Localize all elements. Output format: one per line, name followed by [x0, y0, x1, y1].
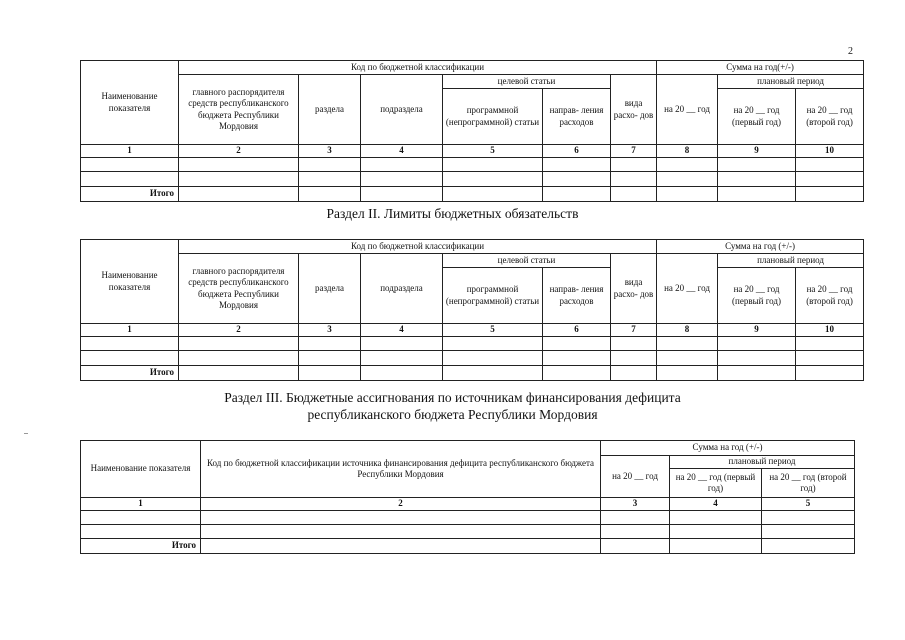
col-number: 9: [718, 145, 796, 158]
col-number: 5: [443, 145, 543, 158]
margin-mark: [24, 433, 28, 434]
col-number: 7: [611, 145, 657, 158]
section3-title-line1: Раздел III. Бюджетные ассигнования по источникам финансирования дефицита: [224, 390, 681, 405]
header-target-item: целевой статьи: [443, 254, 611, 268]
header-direction: направ- ления расходов: [543, 89, 611, 145]
header-main-manager: главного распорядителя средств республиканского бюджета Республики Мордовия: [179, 75, 299, 145]
table-row: [81, 172, 864, 187]
col-number: 3: [601, 498, 670, 511]
header-code-group: Код по бюджетной классификации: [179, 240, 657, 254]
page-number: 2: [848, 46, 853, 57]
col-number: 5: [443, 324, 543, 337]
header-current-year: на 20 __ год: [601, 456, 670, 498]
table-row: [81, 351, 864, 366]
table-row: [81, 511, 855, 525]
col-number: 1: [81, 324, 179, 337]
col-number: 2: [179, 145, 299, 158]
col-number: 1: [81, 145, 179, 158]
col-number: 4: [670, 498, 762, 511]
header-source-code: Код по бюджетной классификации источника финансирования дефицита республиканского бюджета Республики Мордовия: [201, 441, 601, 498]
header-direction: направ- ления расходов: [543, 268, 611, 324]
col-number: 3: [299, 324, 361, 337]
table-row: [81, 525, 855, 539]
header-program: программной (непрограммной) статьи: [443, 89, 543, 145]
col-number: 9: [718, 324, 796, 337]
total-row: [81, 187, 864, 202]
header-section: раздела: [299, 254, 361, 324]
header-sum-year: Сумма на год(+/-): [657, 61, 864, 75]
header-section: раздела: [299, 75, 361, 145]
section1-table: [80, 60, 864, 202]
header-current-year: на 20 __ год: [657, 254, 718, 324]
header-code-group: Код по бюджетной классификации: [179, 61, 657, 75]
col-number: 1: [81, 498, 201, 511]
header-first-year: на 20 __ год (первый год): [670, 469, 762, 498]
col-number: 10: [796, 324, 864, 337]
col-number: 7: [611, 324, 657, 337]
header-current-year: на 20 __ год: [657, 75, 718, 145]
header-sum-year: Сумма на год (+/-): [601, 441, 855, 456]
col-number: 3: [299, 145, 361, 158]
section2-title: Раздел II. Лимиты бюджетных обязательств: [326, 206, 579, 221]
total-row: [81, 366, 864, 381]
section3-title-line2: республиканского бюджета Республики Мордовия: [307, 407, 598, 422]
header-second-year: на 20 __ год (второй год): [796, 89, 864, 145]
section3-table: [80, 440, 855, 554]
col-number: 2: [179, 324, 299, 337]
header-sum-year: Сумма на год (+/-): [657, 240, 864, 254]
col-number: 6: [543, 145, 611, 158]
total-row: [81, 539, 855, 554]
table-row: [81, 337, 864, 351]
header-first-year: на 20 __ год (первый год): [718, 268, 796, 324]
total-label: Итого: [81, 187, 179, 202]
total-label: Итого: [81, 539, 201, 554]
total-label: Итого: [81, 366, 179, 381]
col-number: 4: [361, 145, 443, 158]
header-first-year: на 20 __ год (первый год): [718, 89, 796, 145]
header-subsection: подраздела: [361, 254, 443, 324]
header-planning-period: плановый период: [670, 456, 855, 469]
header-name: Наименование показателя: [81, 240, 179, 324]
col-number: 2: [201, 498, 601, 511]
col-number: 10: [796, 145, 864, 158]
table-row: [81, 158, 864, 172]
header-name: Наименование показателя: [81, 61, 179, 145]
col-number: 8: [657, 324, 718, 337]
col-number: 5: [762, 498, 855, 511]
header-target-item: целевой статьи: [443, 75, 611, 89]
header-name: Наименование показателя: [81, 441, 201, 498]
col-number: 6: [543, 324, 611, 337]
header-expense-type: вида расхо- дов: [611, 75, 657, 145]
header-program: программной (непрограммной) статьи: [443, 268, 543, 324]
header-planning-period: плановый период: [718, 254, 864, 268]
header-second-year: на 20 __ год (второй год): [796, 268, 864, 324]
col-number: 8: [657, 145, 718, 158]
header-subsection: подраздела: [361, 75, 443, 145]
header-expense-type: вида расхо- дов: [611, 254, 657, 324]
header-planning-period: плановый период: [718, 75, 864, 89]
header-second-year: на 20 __ год (второй год): [762, 469, 855, 498]
section2-table: [80, 239, 864, 381]
header-main-manager: главного распорядителя средств республиканского бюджета Республики Мордовия: [179, 254, 299, 324]
col-number: 4: [361, 324, 443, 337]
